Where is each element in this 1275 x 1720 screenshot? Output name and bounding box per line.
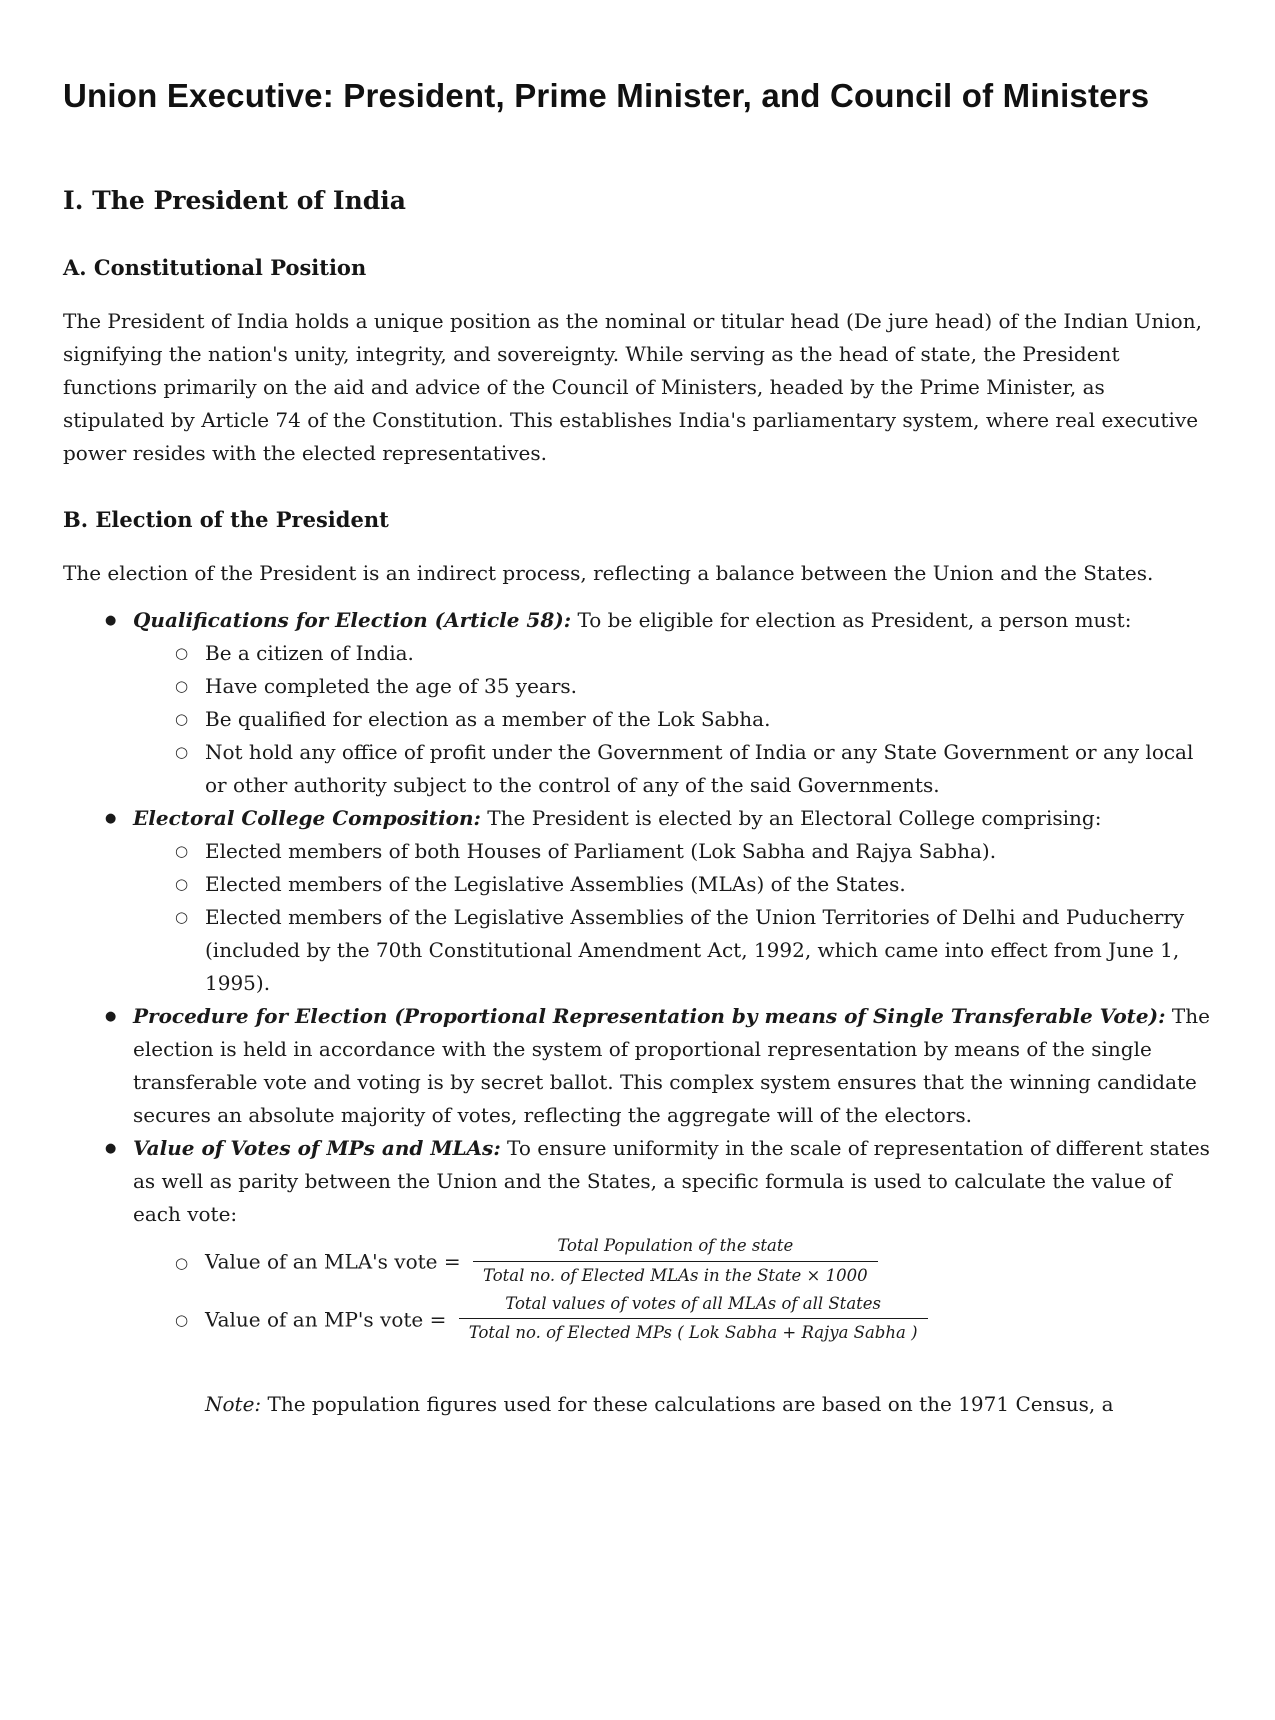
bullet-icon: ● [105, 1009, 117, 1025]
list-subitem [63, 703, 1212, 736]
list-item-content [133, 604, 1212, 637]
list-subitem-text: Have completed the age of 35 years. [205, 674, 578, 699]
subsection-heading-constitutional-position: A. Constitutional Position [63, 254, 367, 280]
list-item-label: Electoral College Composition: [133, 806, 481, 831]
list-item-label: Qualifications for Election (Article 58): [133, 608, 572, 633]
fraction-numerator: Total Population of the state [473, 1235, 878, 1261]
formula-mp-vote [63, 1295, 1212, 1347]
paragraph-election-intro: The election of the President is an indirect process, reflecting a balance between the Union and the States. [63, 561, 1154, 586]
formula-lead: Value of an MLA's vote = [205, 1249, 461, 1274]
circle-icon: ○ [175, 842, 189, 861]
circle-icon: ○ [175, 710, 189, 729]
list-subitem [63, 670, 1212, 703]
list-item-content [133, 1000, 1212, 1132]
note-label: Note: [205, 1392, 262, 1417]
fraction-denominator: Total no. of Elected MPs ( Lok Sabha + Rajya Sabha ) [468, 1323, 918, 1343]
list-subitem-text: Elected members of the Legislative Assemblies (MLAs) of the States. [205, 872, 906, 897]
fraction-denominator: Total no. of Elected MLAs in the State × 1000 [482, 1265, 868, 1285]
list-item-electoral-college [63, 802, 1212, 835]
formula-line [205, 1237, 1212, 1289]
list-item-text: The President is elected by an Electoral College comprising: [480, 806, 1102, 831]
circle-icon: ○ [175, 875, 189, 894]
list-item-qualifications [63, 604, 1212, 637]
paragraph-constitutional-position: The President of India holds a unique position as the nominal or titular head (De jure head) of the Indian Union, signifying the nation's unity, integrity, and sovereignty. While serving as the head of state, the President functions primarily on the aid and advice of the Council of Ministers, headed by the Prime Minister, as stipulated by Article 74 of the Constitution. This establishes India's parliamentary system, where real executive power resides with the elected representatives. [63, 308, 1202, 465]
formula-lead: Value of an MP's vote = [205, 1307, 447, 1332]
document-page [0, 70, 1275, 1421]
fraction [459, 1293, 928, 1345]
list-item-label: Procedure for Election (Proportional Representation by means of Single Transferable Vote): [133, 1004, 1166, 1029]
list-subitem [63, 835, 1212, 868]
list-subitem-text: Elected members of both Houses of Parliament (Lok Sabha and Rajya Sabha). [205, 839, 997, 864]
note-paragraph [205, 1388, 1212, 1421]
fraction-numerator: Total values of votes of all MLAs of all States [459, 1293, 928, 1319]
list-item-text: To ensure uniformity in the scale of representation of different states as well as parity between the Union and the States, a specific formula is used to calculate the value of each vote: [133, 1136, 1210, 1227]
list-item-text: The election is held in accordance with the system of proportional representation by means of the single transferable vote and voting is by secret ballot. This complex system ensures that the winning candidate secures an absolute majority of votes, reflecting the aggregate will of the electors. [133, 1004, 1210, 1128]
list-subitem-text: Be a citizen of India. [205, 641, 414, 666]
formula-line [205, 1295, 1212, 1347]
formula-mla-vote [63, 1237, 1212, 1289]
circle-icon: ○ [175, 1311, 189, 1330]
list-subitem [63, 736, 1212, 802]
circle-icon: ○ [175, 677, 189, 696]
subsection-heading-election: B. Election of the President [63, 506, 389, 532]
list-subitem [63, 901, 1212, 1000]
document-title: Union Executive: President, Prime Minister, and Council of Ministers [63, 77, 1150, 114]
list-item-content [133, 802, 1212, 835]
bullet-list [63, 604, 1212, 1346]
list-subitem-text: Be qualified for election as a member of the Lok Sabha. [205, 707, 771, 732]
list-subitem [63, 637, 1212, 670]
section-heading-president: I. The President of India [63, 186, 406, 216]
note-text: The population figures used for these calculations are based on the 1971 Census, a [261, 1392, 1114, 1417]
list-item-content [133, 1132, 1212, 1231]
fraction [473, 1235, 878, 1287]
circle-icon: ○ [175, 1253, 189, 1272]
circle-icon: ○ [175, 644, 189, 663]
bullet-icon: ● [105, 613, 117, 629]
list-subitem-text: Elected members of the Legislative Assemblies of the Union Territories of Delhi and Puducherry (included by the 70th Constitutional Amendment Act, 1992, which came into effect from June 1, 1995). [205, 905, 1185, 996]
bullet-icon: ● [105, 811, 117, 827]
list-item-vote-values [63, 1132, 1212, 1231]
list-item-text: To be eligible for election as President, a person must: [571, 608, 1132, 633]
list-subitem-text: Not hold any office of profit under the Government of India or any State Government or any local or other authority subject to the control of any of the said Governments. [205, 740, 1194, 798]
list-subitem [63, 868, 1212, 901]
circle-icon: ○ [175, 743, 189, 762]
list-item-label: Value of Votes of MPs and MLAs: [133, 1136, 501, 1161]
bullet-icon: ● [105, 1141, 117, 1157]
list-item-procedure [63, 1000, 1212, 1132]
circle-icon: ○ [175, 908, 189, 927]
